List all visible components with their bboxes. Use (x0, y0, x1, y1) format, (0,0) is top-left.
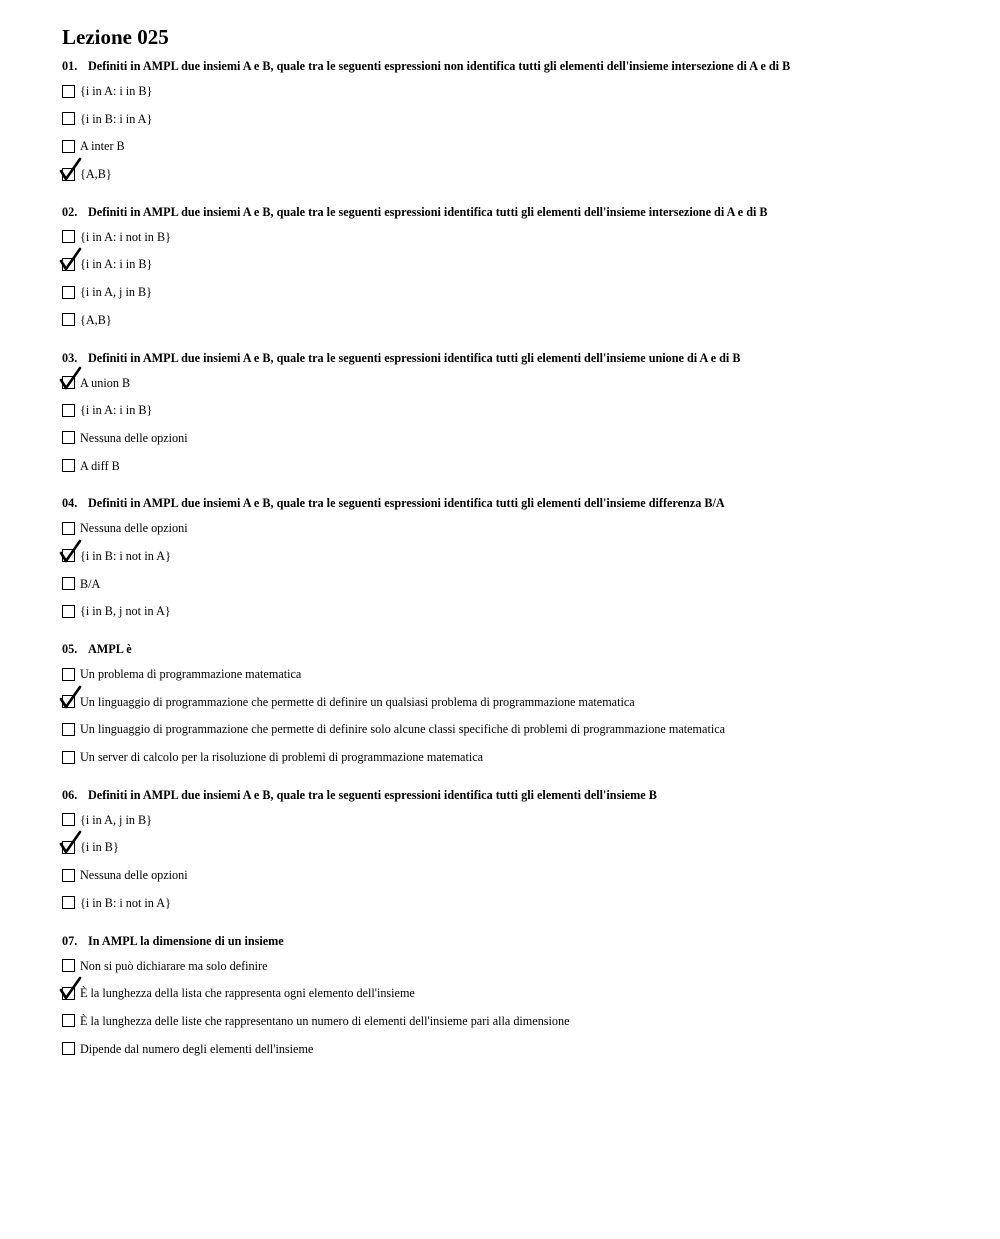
option-label: A diff B (80, 458, 120, 473)
option-list (62, 222, 962, 335)
answer-option[interactable] (62, 251, 962, 279)
answer-option[interactable] (62, 307, 962, 335)
option-label: {i in A: i not in B} (80, 229, 171, 244)
document-page (62, 24, 962, 1063)
checkbox[interactable] (62, 431, 75, 444)
question-07 (62, 931, 962, 1064)
question-06 (62, 785, 962, 918)
answer-option[interactable] (62, 1008, 962, 1036)
option-label: È la lunghezza della lista che rappresenta ogni elemento dell'insieme (80, 986, 415, 1001)
question-number: 06. (62, 787, 78, 802)
option-label: {i in A: i in B} (80, 403, 153, 418)
option-label: Nessuna delle opzioni (80, 521, 188, 536)
question-header (62, 785, 962, 805)
question-header (62, 493, 962, 513)
answer-option[interactable] (62, 890, 962, 918)
question-number: 03. (62, 350, 78, 365)
answer-option[interactable] (62, 661, 962, 689)
question-text: Definiti in AMPL due insiemi A e B, quale tra le seguenti espressioni identifica tutti gli elementi dell'insieme intersezione di A e di B (88, 204, 768, 219)
option-label: {i in B: i in A} (80, 111, 153, 126)
answer-option[interactable] (62, 862, 962, 890)
checkbox[interactable] (62, 1014, 75, 1027)
question-header (62, 202, 962, 222)
option-list (62, 513, 962, 626)
answer-option[interactable] (62, 689, 962, 717)
answer-option[interactable] (62, 807, 962, 835)
answer-option[interactable] (62, 106, 962, 134)
question-number: 01. (62, 59, 78, 73)
option-label: {i in B, j not in A} (80, 604, 171, 619)
answer-option[interactable] (62, 598, 962, 626)
answer-option[interactable] (62, 1036, 962, 1064)
option-list (62, 76, 962, 189)
option-label: È la lunghezza delle liste che rappresentano un numero di elementi dell'insieme pari alla dimensione (80, 1013, 570, 1028)
option-label: {i in A: i in B} (80, 84, 153, 98)
question-text: Definiti in AMPL due insiemi A e B, quale tra le seguenti espressioni non identifica tutti gli elementi dell'insieme intersezione di A e di B (88, 59, 791, 73)
option-label: Un linguaggio di programmazione che permette di definire un qualsiasi problema di programmazione matematica (80, 694, 635, 709)
checkbox[interactable] (62, 668, 75, 681)
option-list (62, 659, 962, 772)
question-05 (62, 639, 962, 772)
checkbox[interactable] (62, 522, 75, 535)
option-label: Un linguaggio di programmazione che permette di definire solo alcune classi specifiche di problemi di programmazione matematica (80, 722, 726, 737)
answer-option[interactable] (62, 571, 962, 599)
answer-option[interactable] (62, 425, 962, 453)
question-01 (62, 56, 962, 189)
option-label: B/A (80, 576, 101, 591)
answer-option[interactable] (62, 834, 962, 862)
answer-option[interactable] (62, 744, 962, 772)
question-text: Definiti in AMPL due insiemi A e B, quale tra le seguenti espressioni identifica tutti gli elementi dell'insieme differenza B/A (88, 496, 725, 511)
checkbox[interactable] (62, 751, 75, 764)
answer-option[interactable] (62, 543, 962, 571)
checkbox[interactable] (62, 813, 75, 826)
option-list (62, 805, 962, 918)
question-number: 07. (62, 933, 78, 948)
option-label: {i in A, j in B} (80, 285, 152, 300)
option-label: Non si può dichiarare ma solo definire (80, 958, 268, 973)
question-text: Definiti in AMPL due insiemi A e B, quale tra le seguenti espressioni identifica tutti gli elementi dell'insieme unione di A e di B (88, 350, 741, 365)
checkbox[interactable] (62, 723, 75, 736)
option-label: Un server di calcolo per la risoluzione di problemi di programmazione matematica (80, 750, 484, 765)
answer-option[interactable] (62, 224, 962, 252)
checkbox[interactable] (62, 605, 75, 618)
question-header (62, 56, 962, 76)
answer-option[interactable] (62, 716, 962, 744)
checkbox[interactable] (62, 140, 75, 153)
question-02 (62, 202, 962, 335)
question-header (62, 348, 962, 368)
question-text: Definiti in AMPL due insiemi A e B, quale tra le seguenti espressioni identifica tutti gli elementi dell'insieme B (88, 787, 657, 802)
option-label: Nessuna delle opzioni (80, 868, 188, 883)
option-label: {A,B} (80, 312, 112, 327)
option-label: {i in B} (80, 840, 119, 855)
question-number: 02. (62, 204, 78, 219)
question-04 (62, 493, 962, 626)
checkbox[interactable] (62, 286, 75, 299)
option-label: Nessuna delle opzioni (80, 430, 188, 445)
checkbox[interactable] (62, 459, 75, 472)
question-number: 05. (62, 642, 78, 656)
checkbox[interactable] (62, 869, 75, 882)
option-list (62, 951, 962, 1064)
option-label: {i in A: i in B} (80, 257, 153, 272)
option-label: {A,B} (80, 167, 112, 182)
checkbox[interactable] (62, 404, 75, 417)
question-header (62, 931, 962, 951)
checkbox[interactable] (62, 313, 75, 326)
checkbox[interactable] (62, 896, 75, 909)
checkbox[interactable] (62, 959, 75, 972)
answer-option[interactable] (62, 370, 962, 398)
answer-option[interactable] (62, 133, 962, 161)
checkbox[interactable] (62, 577, 75, 590)
option-label: A inter B (80, 139, 125, 154)
option-label: Dipende dal numero degli elementi dell'insieme (80, 1041, 314, 1056)
answer-option[interactable] (62, 453, 962, 481)
answer-option[interactable] (62, 953, 962, 981)
option-label: {i in A, j in B} (80, 812, 152, 827)
option-label: {i in B: i not in A} (80, 895, 171, 910)
question-text: AMPL è (88, 642, 132, 656)
option-list (62, 368, 962, 481)
option-label: {i in B: i not in A} (80, 548, 171, 563)
option-label: Un problema di programmazione matematica (80, 667, 302, 681)
answer-option[interactable] (62, 161, 962, 189)
question-header (62, 639, 962, 659)
answer-option[interactable] (62, 397, 962, 425)
question-03 (62, 348, 962, 481)
answer-option[interactable] (62, 980, 962, 1008)
checkbox[interactable] (62, 1042, 75, 1055)
answer-option[interactable] (62, 279, 962, 307)
checkbox[interactable] (62, 112, 75, 125)
checkbox[interactable] (62, 85, 75, 98)
answer-option[interactable] (62, 515, 962, 543)
checkbox[interactable] (62, 230, 75, 243)
question-number: 04. (62, 496, 78, 511)
answer-option[interactable] (62, 78, 962, 106)
page-title: Lezione 025 (62, 25, 169, 49)
question-text: In AMPL la dimensione di un insieme (88, 933, 284, 948)
option-label: A union B (80, 375, 131, 390)
